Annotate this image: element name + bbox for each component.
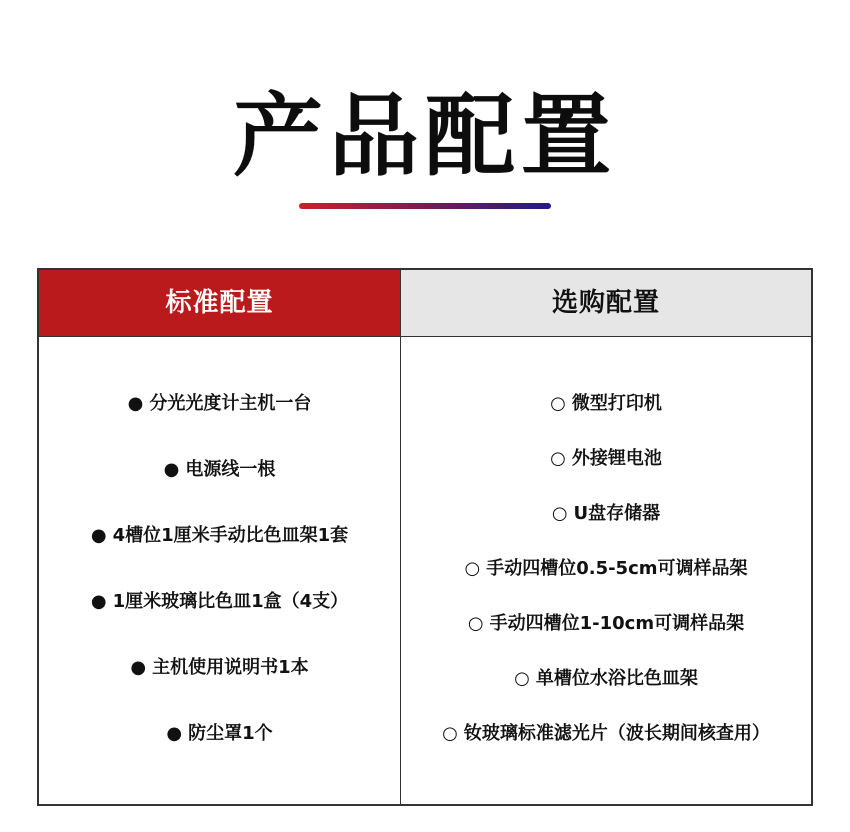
list-item: ● 主机使用说明书1本 (130, 657, 309, 678)
hollow-bullet-icon: ○ (551, 503, 568, 524)
filled-bullet-icon: ● (166, 723, 183, 744)
list-item: ○ 手动四槽位1-10cm可调样品架 (467, 613, 745, 634)
list-item: ● 4槽位1厘米手动比色皿架1套 (90, 525, 349, 546)
list-item: ● 防尘罩1个 (166, 723, 273, 744)
list-item: ○ 钕玻璃标准滤光片（波长期间核查用） (442, 723, 770, 744)
hollow-bullet-icon: ○ (514, 668, 530, 689)
list-item: ○ 手动四槽位0.5-5cm可调样品架 (464, 558, 748, 579)
list-item: ● 1厘米玻璃比色皿1盒（4支） (90, 591, 349, 612)
list-item: ○ 单槽位水浴比色皿架 (514, 668, 698, 689)
list-item: ○ U盘存储器 (551, 503, 661, 524)
filled-bullet-icon: ● (163, 459, 180, 480)
list-item: ○ 微型打印机 (550, 393, 662, 414)
title-underline (299, 203, 551, 209)
standard-config-column (39, 270, 400, 804)
list-item: ● 分光光度计主机一台 (127, 393, 312, 414)
hollow-bullet-icon: ○ (550, 448, 566, 469)
configuration-table (37, 268, 813, 806)
optional-config-column (400, 270, 811, 804)
list-item: ● 电源线一根 (163, 459, 276, 480)
filled-bullet-icon: ● (90, 525, 107, 546)
hollow-bullet-icon: ○ (467, 613, 484, 634)
list-item: ○ 外接锂电池 (550, 448, 662, 469)
page-title: 产品配置 (233, 84, 617, 189)
hollow-bullet-icon: ○ (464, 558, 481, 579)
optional-config-header: 选购配置 (401, 270, 811, 337)
standard-config-header: 标准配置 (39, 270, 400, 337)
filled-bullet-icon: ● (130, 657, 147, 678)
hollow-bullet-icon: ○ (442, 723, 458, 744)
filled-bullet-icon: ● (127, 393, 144, 414)
filled-bullet-icon: ● (90, 591, 107, 612)
hollow-bullet-icon: ○ (550, 393, 566, 414)
